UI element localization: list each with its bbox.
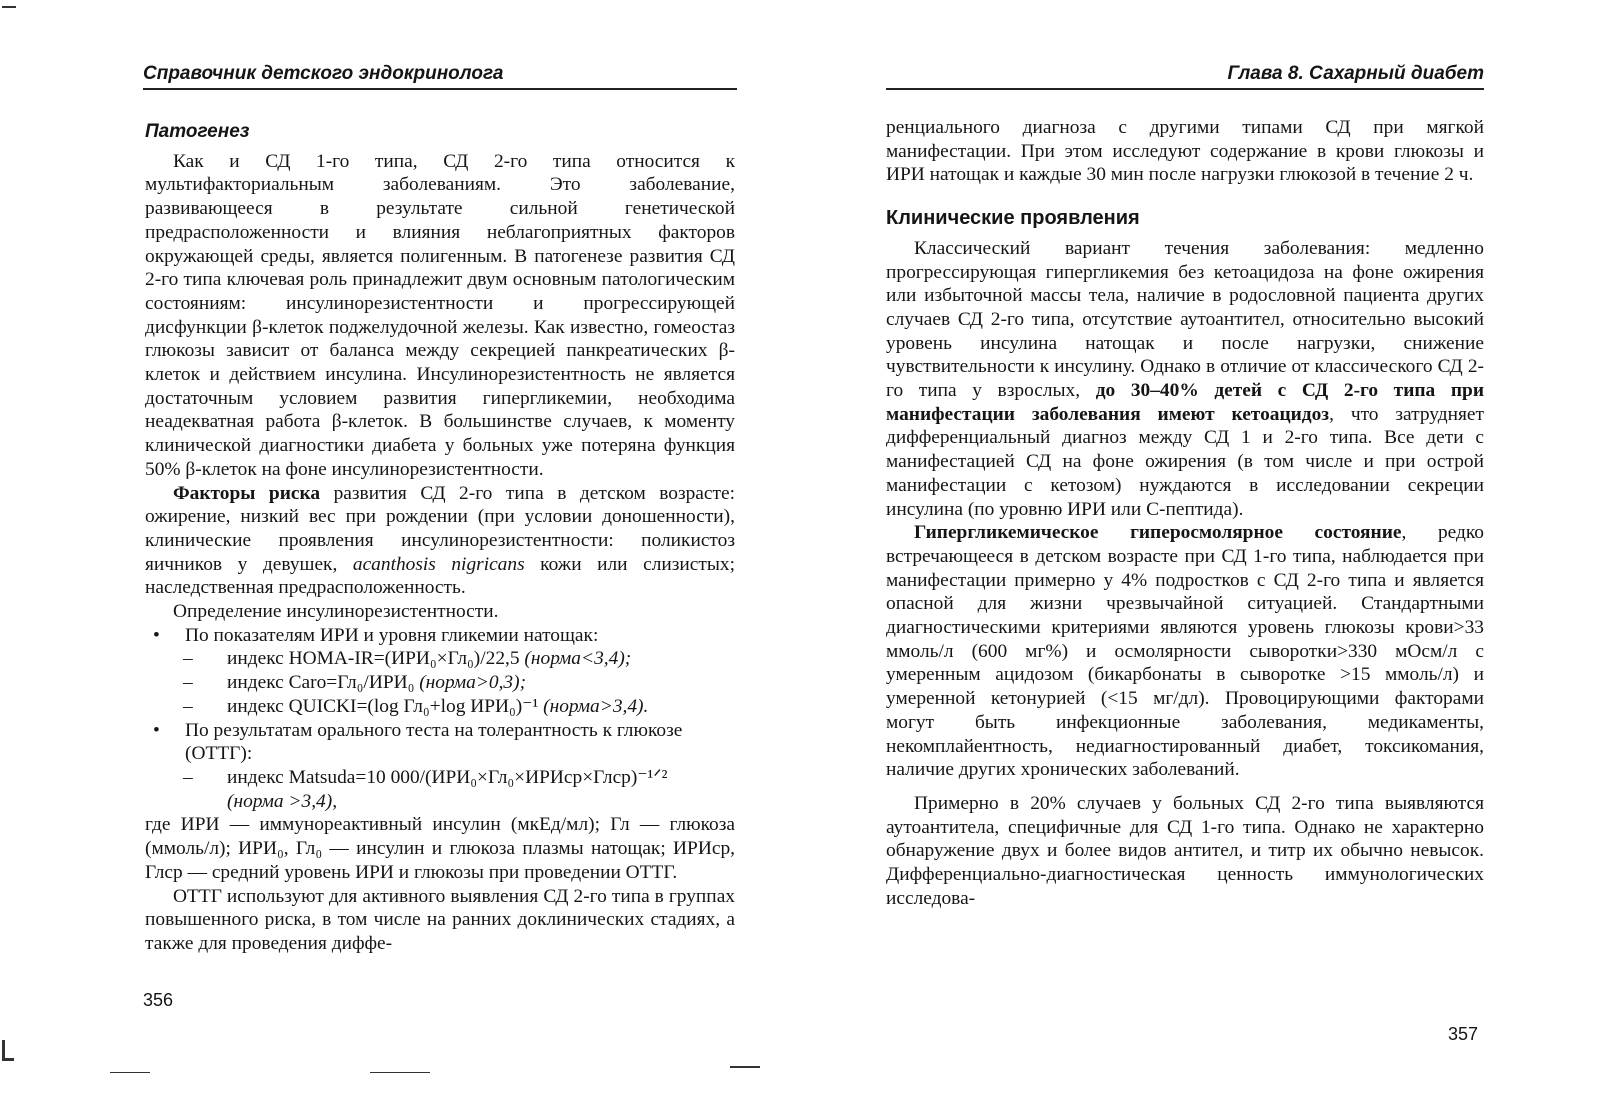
paragraph: ренциального диагноза с другими типами СД при мягкой манифестации. При этом исследуют содержание в крови глюкозы и ИРИ натощак и каждые 30 мин после нагрузки глюкозой в течение 2 ч. [886,117,1484,186]
formula: индекс QUICKI=(log Гл₀+log ИРИ₀)⁻¹ [227,695,539,717]
right-text-column [886,116,1484,911]
text-run: кожи или слизистых; наследственная предрасположенность. [145,553,735,599]
formula-item [145,671,735,695]
formula: индекс Caro=Гл₀/ИРИ₀ [227,672,415,694]
formula-norm: (норма>3,4). [538,695,649,717]
text-run: Классический вариант течения заболевания: медленно прогрессирующая гипергликемия без кетоацидоза на фоне ожирения или избыточной массы тела, наличие в родословной пациента других случаев СД 2-го типа, отсутствие аутоантител, относительно высокий уровень инсулина натощак и после нагрузки, снижение чувствительности к инсулину. Однако в отличие от классического СД 2-го типа у взрослых, [886,237,1484,402]
section-heading-clinical: Клинические проявления [886,207,1140,230]
formula-norm: (норма<3,4); [519,648,632,670]
formula-item [145,695,735,719]
formula-norm: (норма >3,4), [227,790,338,812]
bold-statement: до 30–40% детей с СД 2-го типа при манифестации заболевания имеют кетоацидоз [886,380,1484,425]
running-head-left: Справочник детского эндокринолога [143,60,737,90]
paragraph: Примерно в 20% случаев у больных СД 2-го типа выявляются аутоантитела, специфичные для СД 1-го типа. Однако не характерно обнаружение двух и более видов антител, и титр их обычно невысок. Дифференциально-диагностическая ценность иммунологических исследова- [886,792,1484,909]
italic-term: acanthosis nigricans [352,553,525,575]
text-run: , редко встречающееся в детском возрасте при СД 1-го типа, наблюдается при манифестации примерно у 4% подростков с СД 2-го типа и является опасной для жизни чрезвычайной ситуацией. Стандартными диагностическими критериями являются уровень глюкозы крови>33 ммоль/л (600 мг%) и осмолярности сыворотки>330 мОсм/л с умеренным ацидозом (бикарбонаты в сыворотке >15 ммоль/л) и умеренной кетонурией (<15 мг/дл). Провоцирующими факторами могут быть инфекционные заболевания, медикаменты, некомплайентность, недиагностированный диабет, токсикомания, наличие других хронических заболеваний. [886,522,1484,781]
left-page [0,0,800,1093]
left-text-column [145,120,735,956]
page-number-right: 357 [1448,1024,1479,1044]
formula: индекс Matsuda=10 000/(ИРИ₀×Гл₀×ИРИср×Глср)⁻¹ᐟ² [227,766,668,788]
paragraph: Определение инсулинорезистентности. [173,601,499,623]
bold-term: Факторы риска [173,482,321,504]
running-head-right: Глава 8. Сахарный диабет [886,60,1484,90]
paragraph: ОТТГ используют для активного выявления СД 2-го типа в группах повышенного риска, в том числе на ранних доклинических стадиях, а также для проведения диффе- [145,885,735,954]
bold-term: Гипергликемическое гиперосмолярное состояние [914,522,1402,544]
paragraph [886,237,1484,521]
right-page [800,0,1601,1093]
formula-norm: (норма>0,3); [414,672,527,694]
formula-item [145,766,735,813]
section-heading-pathogenesis: Патогенез [145,121,250,142]
list-item: • По результатам орального теста на толерантность к глюкозе (ОТТГ): [145,719,735,766]
paragraph-risk-factors [145,482,735,601]
text-run: , что затрудняет дифференциальный диагноз между СД 1 и 2-го типа. Все дети с манифестацией СД на фоне ожирения (в том числе и при острой манифестации с кетозом) нуждаются в исследовании секреции инсулина (по уровню ИРИ или С-пептида). [886,403,1484,520]
text-run: развития СД 2-го типа в детском возрасте: ожирение, низкий вес при рождении (при условии доношенности), клинические проявления инсулинорезистентности: поликистоз яичников у девушек, [145,482,735,575]
paragraph-legend: где ИРИ — иммунореактивный инсулин (мкЕд/мл); Гл — глюкоза (ммоль/л); ИРИ₀, Гл₀ — инсулин и глюкоза плазмы натощак; ИРИср, Глср — средний уровень ИРИ и глюкозы при проведении ОТТГ. [145,814,735,883]
paragraph: Как и СД 1-го типа, СД 2-го типа относится к мультифакториальным заболеваниям. Это заболевание, развивающееся в результате сильной генетической предрасположенности и влияния неблагоприятных факторов окружающей среды, является полигенным. В патогенезе развития СД 2-го типа ключевая роль принадлежит двум основным патологическим состояниям: инсулинорезистентности и прогрессирующей дисфункции β-клеток поджелудочной железы. Как известно, гомеостаз глюкозы зависит от баланса между секрецией панкреатических β-клеток и действием инсулина. Инсулинорезистентность не является достаточным условием развития гипергликемии, необходима неадекватная работа β-клеток. В большинстве случаев, к моменту клинической диагностики диабета у больных уже потеряна функция 50% β-клеток на фоне инсулинорезистентности. [145,150,735,480]
formula-item [145,647,735,671]
formula: индекс HOMA-IR=(ИРИ₀×Гл₀)/22,5 [227,648,520,670]
paragraph [886,521,1484,782]
page-number-left: 356 [143,990,174,1010]
list-item: • По показателям ИРИ и уровня гликемии натощак: [145,624,735,648]
